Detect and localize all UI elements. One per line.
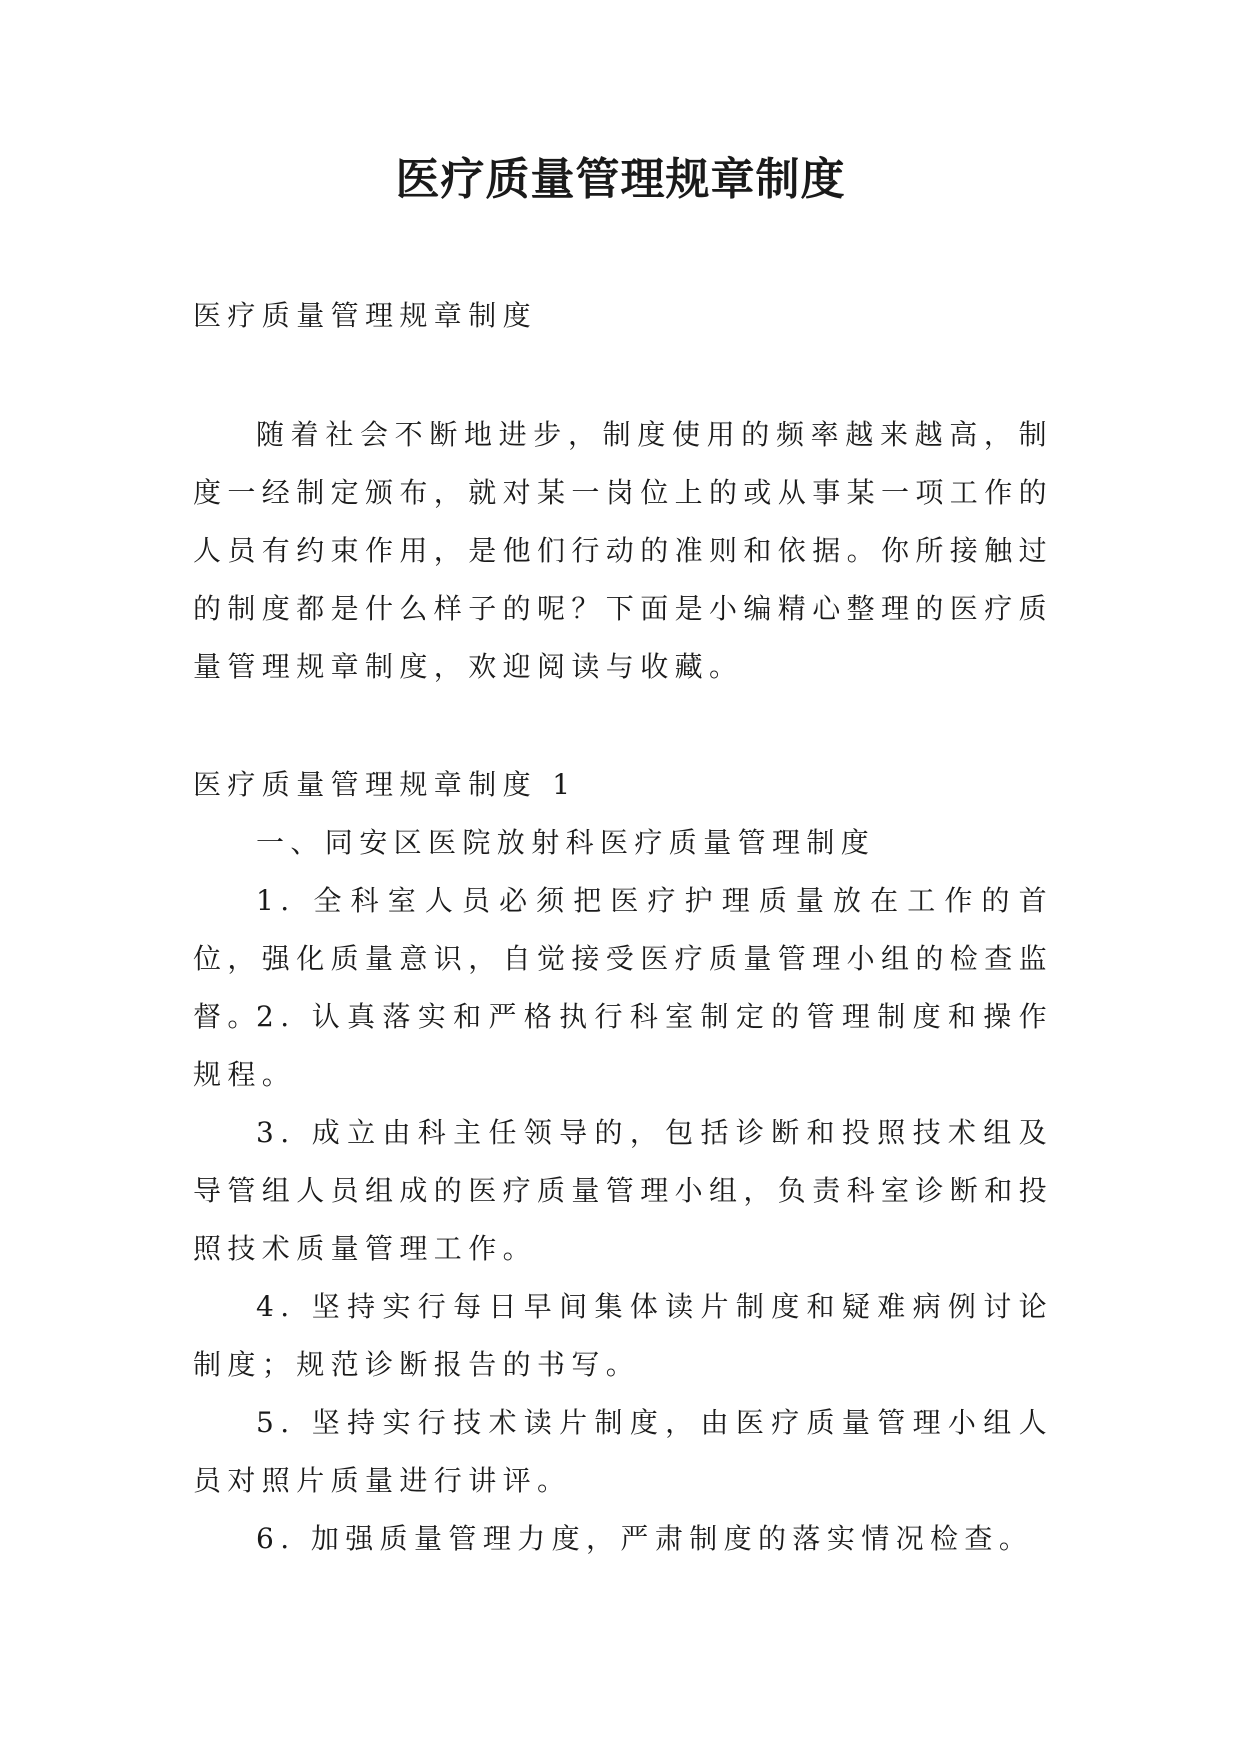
list-item: 4. 坚持实行每日早间集体读片制度和疑难病例讨论制度；规范诊断报告的书写。 [193,1290,1053,1381]
list-item: 6. 加强质量管理力度，严肃制度的落实情况检查。 [256,1522,1034,1555]
list-item: 1. 全科室人员必须把医疗护理质量放在工作的首位，强化质量意识，自觉接受医疗质量管理小组的检查监督。 [193,884,1054,1033]
list-item: 5. 坚持实行技术读片制度，由医疗质量管理小组人员对照片质量进行讲评。 [193,1406,1053,1497]
document-subtitle: 医疗质量管理规章制度 [193,299,538,332]
list-item: 2. 认真落实和严格执行科室制定的管理制度和操作规程。 [193,1000,1053,1091]
document-title: 医疗质量管理规章制度 [395,154,846,205]
section-title: 医疗质量管理规章制度 1 [193,768,577,801]
section-heading: 一、同安区医院放射科医疗质量管理制度 [256,826,876,859]
list-item: 3. 成立由科主任领导的，包括诊断和投照技术组及导管组人员组成的医疗质量管理小组，负责科室诊断和投照技术质量管理工作。 [193,1116,1054,1265]
intro-paragraph: 随着社会不断地进步，制度使用的频率越来越高，制度一经制定颁布，就对某一岗位上的或从事某一项工作的人员有约束作用，是他们行动的准则和依据。你所接触过的制度都是什么样子的呢？下面是小编精心整理的医疗质量管理规章制度，欢迎阅读与收藏。 [193,418,1054,683]
